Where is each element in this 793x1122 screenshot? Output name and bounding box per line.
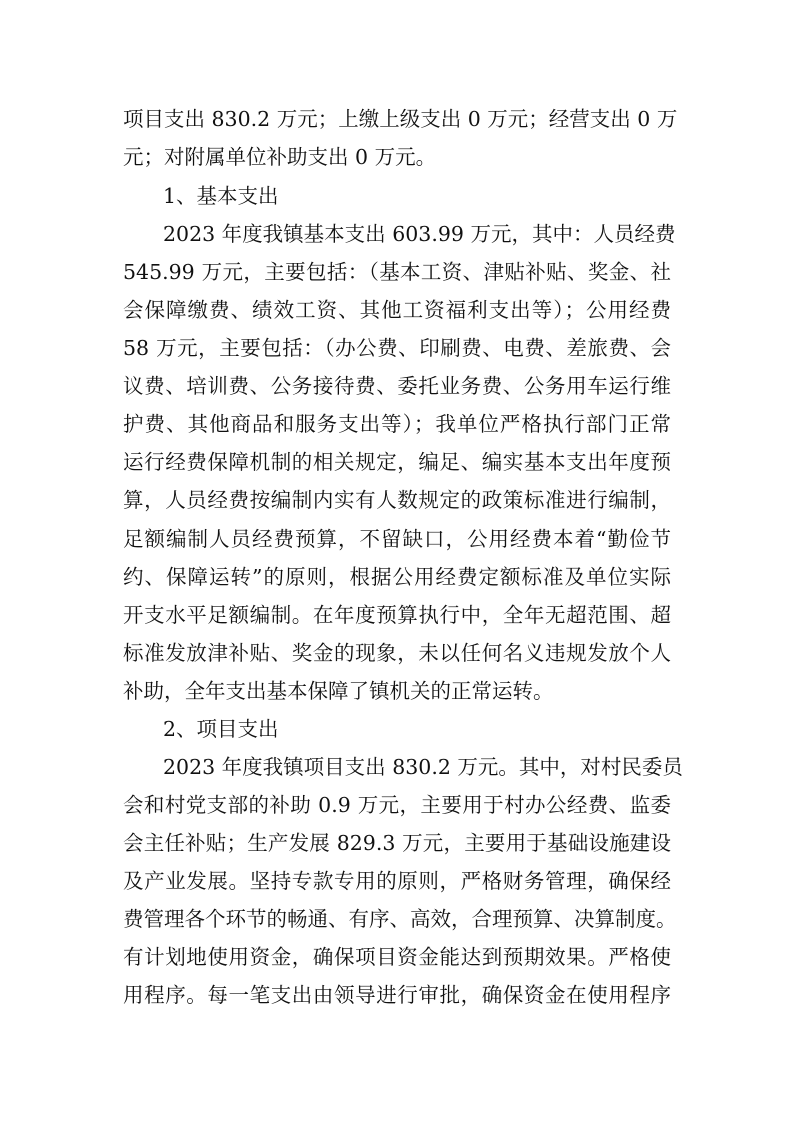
- section-heading-project-expenditure: 2、项目支出: [163, 717, 279, 741]
- text-line: 标准发放津补贴、奖金的现象，未以任何名义违规发放个人: [123, 641, 671, 665]
- text-line: 项目支出 830.2 万元；上缴上级支出 0 万元；经营支出 0 万: [123, 107, 678, 131]
- text-line: 元；对附属单位补助支出 0 万元。: [123, 145, 437, 169]
- text-line: 运行经费保障机制的相关规定，编足、编实基本支出年度预: [123, 450, 671, 474]
- text-line: 约、保障运转”的原则，根据公用经费定额标准及单位实际: [123, 565, 671, 589]
- text-line: 算，人员经费按编制内实有人数规定的政策标准进行编制，: [123, 488, 671, 512]
- text-line: 会保障缴费、绩效工资、其他工资福利支出等）；公用经费: [123, 298, 671, 322]
- text-line: 护费、其他商品和服务支出等）；我单位严格执行部门正常: [123, 412, 671, 436]
- text-line: 用程序。每一笔支出由领导进行审批，确保资金在使用程序: [123, 983, 671, 1007]
- text-line: 议费、培训费、公务接待费、委托业务费、公务用车运行维: [123, 374, 671, 398]
- text-line: 2023 年度我镇项目支出 830.2 万元。其中，对村民委员: [163, 755, 683, 779]
- text-line: 58 万元，主要包括：（办公费、印刷费、电费、差旅费、会: [123, 336, 671, 360]
- text-line: 足额编制人员经费预算，不留缺口，公用经费本着“勤俭节: [123, 527, 671, 551]
- text-line: 补助，全年支出基本保障了镇机关的正常运转。: [123, 679, 554, 703]
- section-heading-basic-expenditure: 1、基本支出: [163, 184, 279, 208]
- text-line: 会和村党支部的补助 0.9 万元，主要用于村办公经费、监委: [123, 793, 671, 817]
- text-line: 545.99 万元，主要包括：（基本工资、津贴补贴、奖金、社: [123, 260, 671, 284]
- text-line: 费管理各个环节的畅通、有序、高效，合理预算、决算制度。: [123, 907, 677, 931]
- text-line: 及产业发展。坚持专款专用的原则，严格财务管理，确保经: [123, 869, 671, 893]
- text-line: 会主任补贴；生产发展 829.3 万元，主要用于基础设施建设: [123, 831, 671, 855]
- text-line: 有计划地使用资金，确保项目资金能达到预期效果。严格使: [123, 945, 671, 969]
- text-line: 2023 年度我镇基本支出 603.99 万元，其中：人员经费: [163, 222, 676, 246]
- text-line: 开支水平足额编制。在年度预算执行中，全年无超范围、超: [123, 603, 671, 627]
